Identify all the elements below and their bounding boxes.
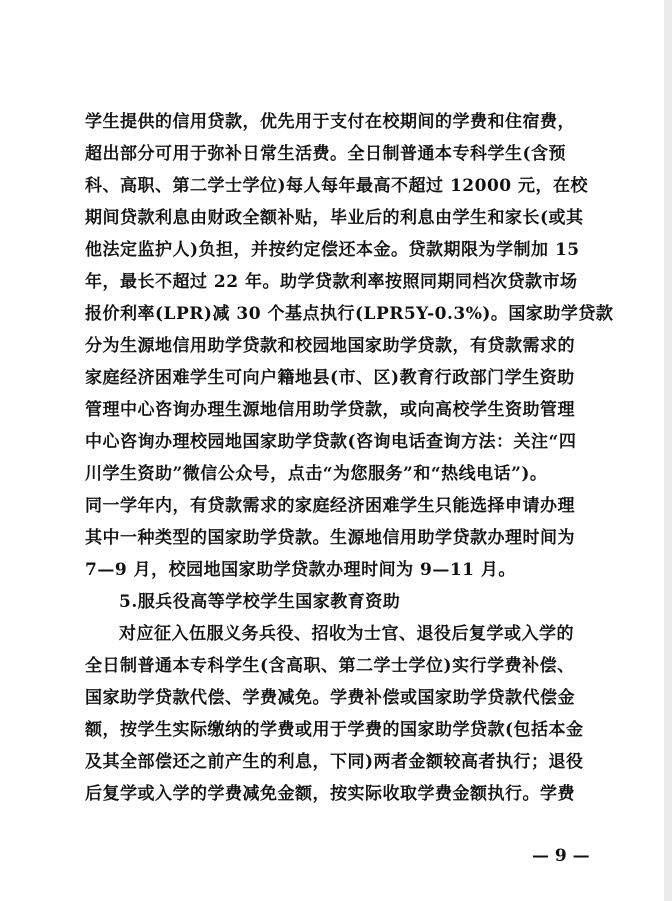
text-line: 他法定监护人)负担，并按约定偿还本金。贷款期限为学制加 15 (85, 240, 580, 260)
text-line: 其中一种类型的国家助学贷款。生源地信用助学贷款办理时间为 (85, 528, 575, 548)
text-line: 对应征入伍服义务兵役、招收为士官、退役后复学或入学的 (119, 624, 574, 644)
page-number: — 9 — (532, 846, 590, 866)
text-line: 全日制普通本专科学生(含高职、第二学士学位)实行学费补偿、 (85, 656, 575, 676)
text-line: 报价利率(LPR)减 30 个基点执行(LPR5Y-0.3%)。国家助学贷款 (85, 304, 614, 324)
text-line: 国家助学贷款代偿、学费减免。学费补偿或国家助学贷款代偿金 (85, 688, 575, 708)
text-line: 同一学年内，有贷款需求的家庭经济困难学生只能选择申请办理 (85, 496, 575, 516)
text-line: 学生提供的信用贷款，优先用于支付在校期间的学费和住宿费， (85, 112, 575, 132)
text-line: 后复学或入学的学费减免金额，按实际收取学费金额执行。学费 (85, 784, 575, 804)
text-line: 7—9 月，校园地国家助学贷款办理时间为 9—11 月。 (85, 560, 516, 580)
text-line: 中心咨询办理校园地国家助学贷款(咨询电话查询方法：关注“四 (85, 432, 577, 452)
text-line: 管理中心咨询办理生源地信用助学贷款，或向高校学生资助管理 (85, 400, 575, 420)
text-line: 期间贷款利息由财政全额补贴，毕业后的利息由学生和家长(或其 (85, 208, 584, 228)
section-heading: 5.服兵役高等学校学生国家教育资助 (119, 592, 401, 612)
text-line: 分为生源地信用助学贷款和校园地国家助学贷款，有贷款需求的 (85, 336, 575, 356)
text-line: 及其全部偿还之前产生的利息，下同)两者金额较高者执行；退役 (85, 752, 584, 772)
text-line: 科、高职、第二学士学位)每人每年最高不超过 12000 元，在校 (85, 176, 589, 196)
text-line: 川学生资助”微信公众号，点击“为您服务”和“热线电话”)。 (85, 464, 548, 484)
page-edge-shade (664, 0, 672, 901)
text-line: 额，按学生实际缴纳的学费或用于学费的国家助学贷款(包括本金 (85, 720, 584, 740)
text-line: 年，最长不超过 22 年。助学贷款利率按照同期同档次贷款市场 (85, 272, 578, 292)
document-body (85, 106, 614, 810)
text-line: 家庭经济困难学生可向户籍地县(市、区)教育行政部门学生资助 (85, 368, 575, 388)
text-line: 超出部分可用于弥补日常生活费。全日制普通本专科学生(含预 (85, 144, 567, 164)
